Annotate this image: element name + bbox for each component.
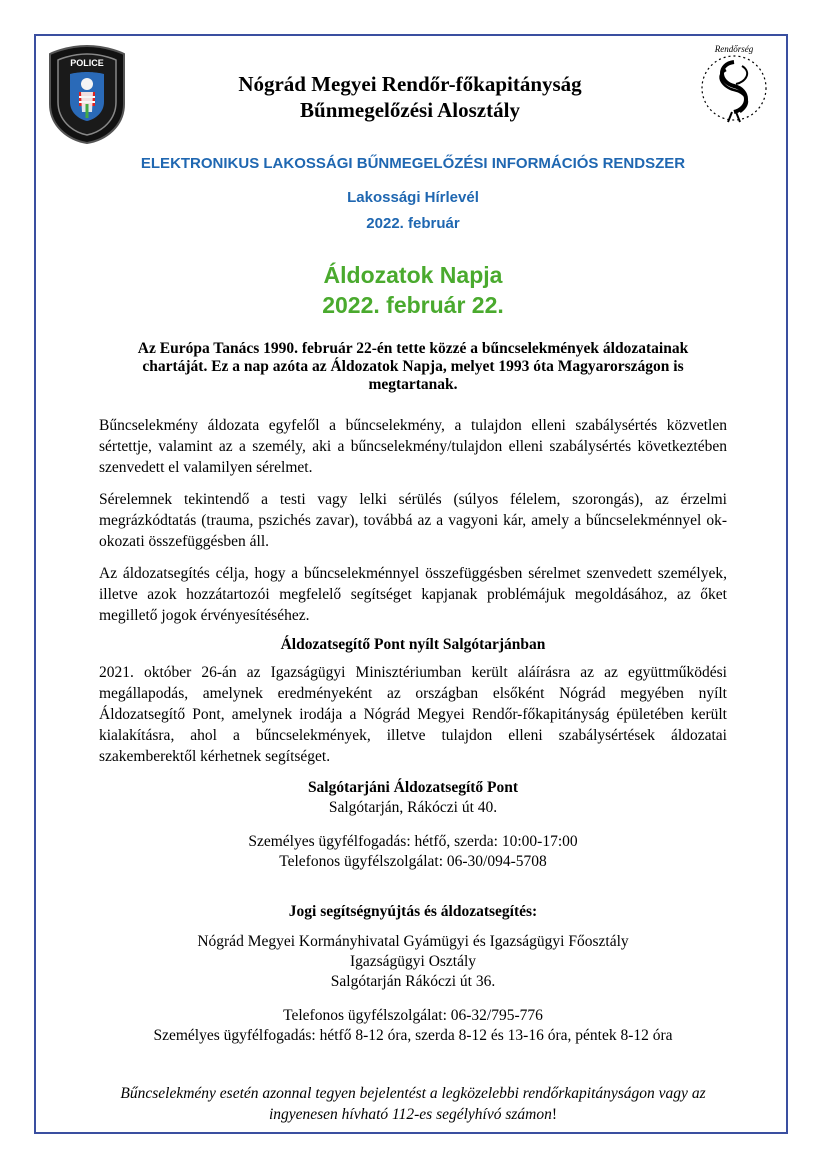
section-paragraph: 2021. október 26-án az Igazságügyi Minisztériumban került aláírásra az az együttműködési megállapodás, amelynek eredményeként az országban elsőként Nógrád megyében nyílt Áldozatsegítő Pont, amelynek irodája a Nógrád Megyei Rendőr-főkapitányság épületében került kialakításra, ahol a bűncselekmények, illetve tulajdon elleni szabálysértések áldozatai szakemberektől kérhetnek segítséget. — [99, 664, 727, 765]
legal-aid-org1: Nógrád Megyei Kormányhivatal Gyámügyi és Igazságügyi Főosztály — [197, 933, 629, 950]
footer-line2: ingyenesen hívható 112-es segélyhívó számon — [268, 1106, 552, 1123]
section-heading: Áldozatsegítő Pont nyílt Salgótarjánban — [280, 636, 546, 653]
police-badge-icon — [48, 44, 126, 144]
emergency-footer — [80, 1083, 746, 1125]
legal-aid-org-block — [60, 932, 766, 992]
legal-aid-phone: Telefonos ügyfélszolgálat: 06-32/795-776 — [283, 1007, 543, 1024]
footer-line1: Bűncselekmény esetén azonnal tegyen bejelentést a legközelebbi rendőrkapitányságon vagy az — [120, 1085, 706, 1102]
newsletter-label: Lakossági Hírlevél — [347, 189, 479, 206]
legal-aid-hours: Személyes ügyfélfogadás: hétfő 8-12 óra, szerda 8-12 és 13-16 óra, péntek 8-12 óra — [153, 1027, 673, 1044]
headline-title: Áldozatok Napja — [323, 262, 503, 288]
office-phone: Telefonos ügyfélszolgálat: 06-30/094-5708 — [279, 853, 547, 870]
legal-aid-contact-block — [60, 1006, 766, 1046]
headline-date: 2022. február 22. — [322, 292, 504, 318]
body-paragraph: Sérelemnek tekintendő a testi vagy lelki sérülés (súlyos félelem, szorongás), az érzelmi megrázkódtatás (trauma, pszichés zavar), továbbá az a vagyoni kár, amely a bűncselekménnyel ok-okozati összefüggésben áll. — [99, 491, 727, 550]
body-paragraph: Az áldozatsegítés célja, hogy a bűncselekménnyel összefüggésben sérelmet szenvedett személyek, illetve azok hozzátartozói megfelelő segítséget kapjanak problémájuk megoldásához, az őket megillető jogok érvényesítéséhez. — [99, 565, 727, 624]
intro-paragraph: Az Európa Tanács 1990. február 22-én tette közzé a bűncselekmények áldozatainak chartáját. Ez a nap azóta az Áldozatok Napja, melyet 1993 óta Magyarországon is megtartanak. — [137, 340, 689, 393]
office-name: Salgótarjáni Áldozatsegítő Pont — [307, 779, 519, 796]
svg-text:POLICE: POLICE — [70, 58, 104, 68]
rendorseg-szolgalat-seal-icon — [688, 42, 780, 134]
department-name: Bűnmegelőzési Alosztály — [300, 98, 520, 122]
organization-name: Nógrád Megyei Rendőr-főkapitányság — [238, 72, 582, 96]
issue-date: 2022. február — [366, 215, 460, 232]
office-block — [60, 778, 766, 818]
office-hours: Személyes ügyfélfogadás: hétfő, szerda: 10:00-17:00 — [248, 833, 578, 850]
body-paragraph: Bűncselekmény áldozata egyfelől a bűncselekmény, a tulajdon elleni szabálysértés közvetlen sértettje, valamint az a személy, aki a bűncselekmény/tulajdon elleni szabálysértés következtében szenvedett el valamilyen sérelmet. — [99, 417, 727, 476]
system-title: ELEKTRONIKUS LAKOSSÁGI BŰNMEGELŐZÉSI INFORMÁCIÓS RENDSZER — [140, 155, 686, 172]
footer-end: ! — [551, 1106, 558, 1123]
legal-aid-heading: Jogi segítségnyújtás és áldozatsegítés: — [288, 903, 538, 920]
svg-text:Rendőrség: Rendőrség — [714, 44, 754, 54]
office-contact-block — [60, 832, 766, 872]
legal-aid-org2: Igazságügyi Osztály — [349, 953, 477, 970]
office-address: Salgótarján, Rákóczi út 40. — [328, 799, 498, 816]
legal-aid-address: Salgótarján Rákóczi út 36. — [330, 973, 496, 990]
